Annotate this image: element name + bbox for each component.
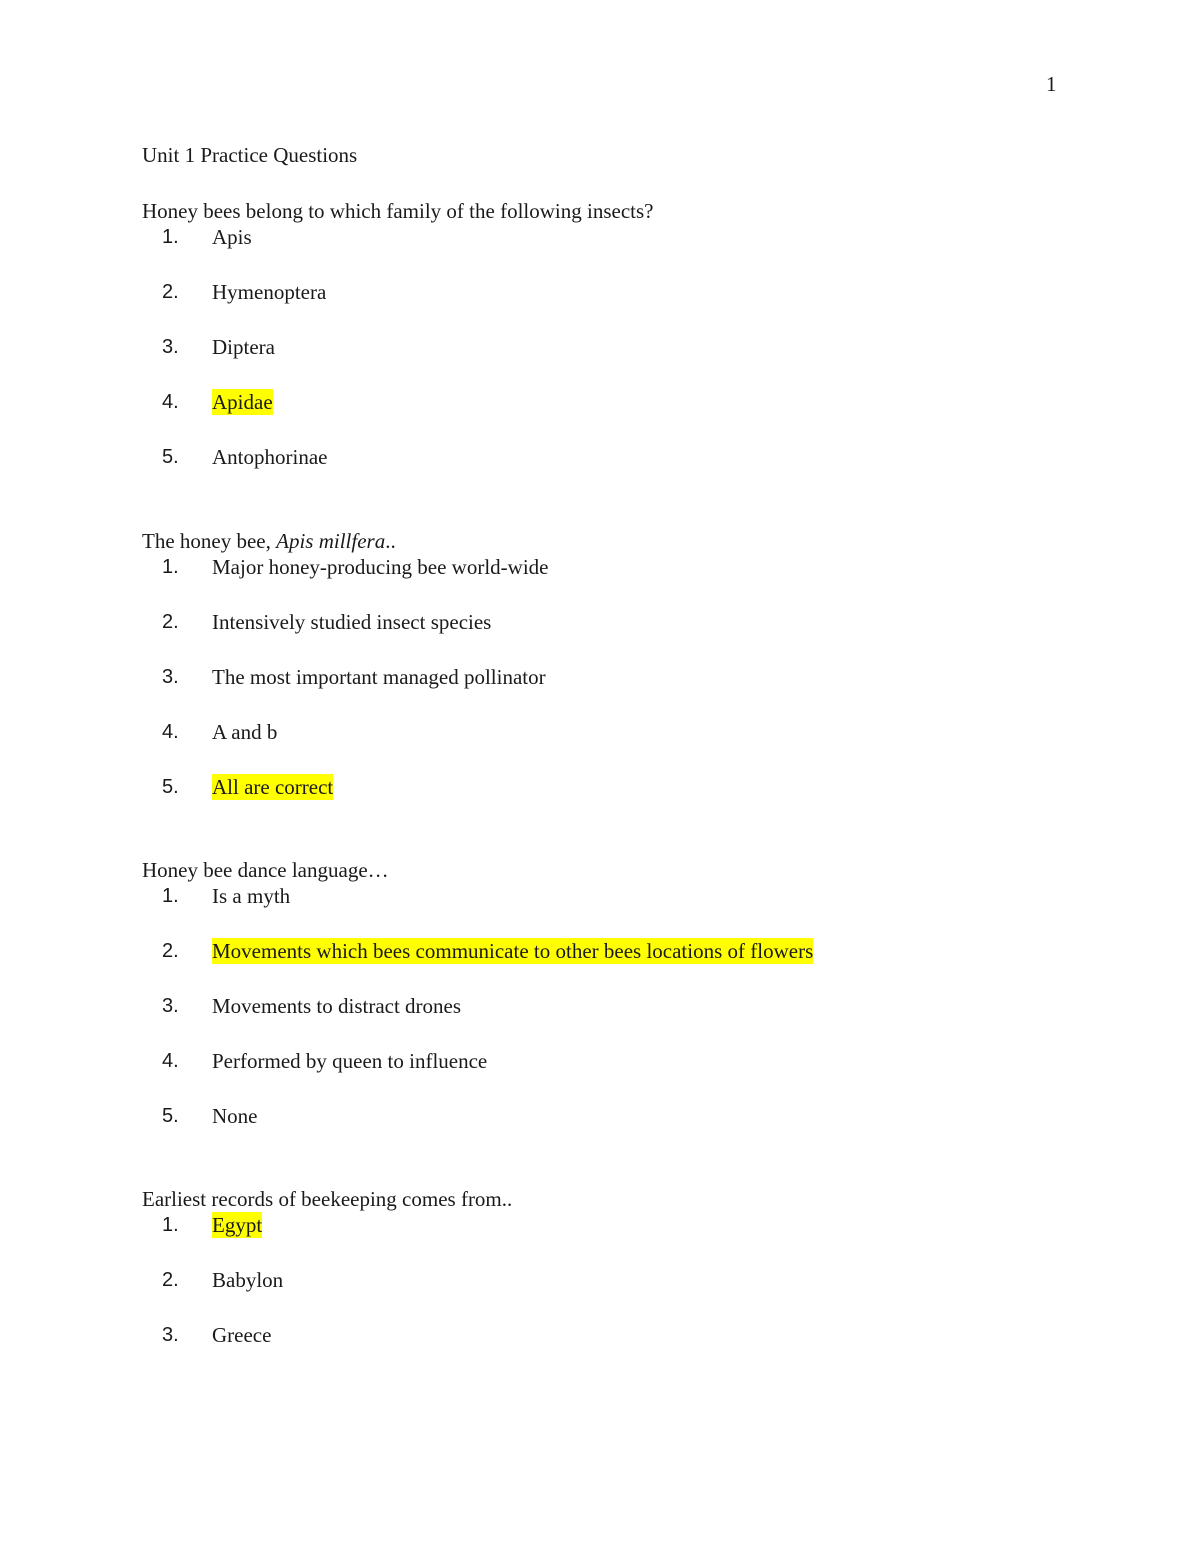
option-text: The most important managed pollinator	[212, 665, 546, 689]
question-2	[142, 528, 1142, 829]
answer-option-correct	[142, 938, 1142, 993]
page-number: 1	[1046, 72, 1057, 96]
highlighted-answer: Apidae	[212, 390, 273, 414]
answer-option-correct	[142, 389, 1142, 444]
option-text: Apis	[212, 225, 252, 249]
option-text: None	[212, 1104, 258, 1128]
option-text: Performed by queen to influence	[212, 1049, 488, 1073]
answer-option	[142, 719, 1142, 774]
option-number: 2.	[162, 940, 179, 962]
answer-list	[142, 883, 1142, 1158]
answer-option	[142, 1103, 1142, 1158]
answer-option	[142, 279, 1142, 334]
highlighted-answer: All are correct	[212, 775, 334, 799]
option-text: Movements to distract drones	[212, 994, 462, 1018]
option-text: Antophorinae	[212, 445, 328, 469]
answer-option	[142, 664, 1142, 719]
answer-list	[142, 1212, 1142, 1377]
option-number: 1.	[162, 1214, 179, 1236]
option-number: 4.	[162, 391, 179, 413]
option-number: 5.	[162, 1105, 179, 1127]
question-text: Honey bee dance language…	[142, 858, 389, 882]
option-number: 2.	[162, 611, 179, 633]
option-number: 4.	[162, 721, 179, 743]
question-text-prefix: The honey bee,	[142, 529, 277, 553]
option-number: 1.	[162, 885, 179, 907]
option-number: 1.	[162, 556, 179, 578]
answer-option	[142, 1048, 1142, 1103]
question-text-suffix: ..	[385, 529, 396, 553]
question-text: Honey bees belong to which family of the following insects?	[142, 199, 654, 223]
answer-option	[142, 1267, 1142, 1322]
option-number: 5.	[162, 446, 179, 468]
answer-option	[142, 883, 1142, 938]
option-number: 4.	[162, 1050, 179, 1072]
option-text: Greece	[212, 1323, 272, 1347]
answer-option-correct	[142, 1212, 1142, 1267]
answer-option	[142, 334, 1142, 389]
option-number: 3.	[162, 336, 179, 358]
option-text: Diptera	[212, 335, 275, 359]
answer-option	[142, 993, 1142, 1048]
question-4	[142, 1186, 1142, 1377]
option-number: 3.	[162, 995, 179, 1017]
option-text: Babylon	[212, 1268, 284, 1292]
option-text: A and b	[212, 720, 278, 744]
highlighted-answer: Egypt	[212, 1213, 263, 1237]
option-number: 2.	[162, 1269, 179, 1291]
option-text: Intensively studied insect species	[212, 610, 492, 634]
option-number: 3.	[162, 666, 179, 688]
question-text: Earliest records of beekeeping comes from..	[142, 1187, 513, 1211]
option-number: 3.	[162, 1324, 179, 1346]
answer-list	[142, 224, 1142, 499]
option-number: 5.	[162, 776, 179, 798]
option-number: 1.	[162, 226, 179, 248]
option-text: Is a myth	[212, 884, 291, 908]
question-text	[142, 528, 1142, 554]
document-title: Unit 1 Practice Questions	[142, 143, 358, 167]
option-number: 2.	[162, 281, 179, 303]
option-text: Hymenoptera	[212, 280, 327, 304]
answer-option	[142, 444, 1142, 499]
answer-option	[142, 609, 1142, 664]
question-1	[142, 198, 1142, 499]
answer-list	[142, 554, 1142, 829]
species-name: Apis millfera	[276, 529, 386, 553]
answer-option	[142, 554, 1142, 609]
answer-option	[142, 1322, 1142, 1377]
answer-option-correct	[142, 774, 1142, 829]
answer-option	[142, 224, 1142, 279]
option-text: Major honey-producing bee world-wide	[212, 555, 549, 579]
question-3	[142, 857, 1142, 1158]
highlighted-answer: Movements which bees communicate to other bees locations of flowers	[212, 939, 814, 963]
